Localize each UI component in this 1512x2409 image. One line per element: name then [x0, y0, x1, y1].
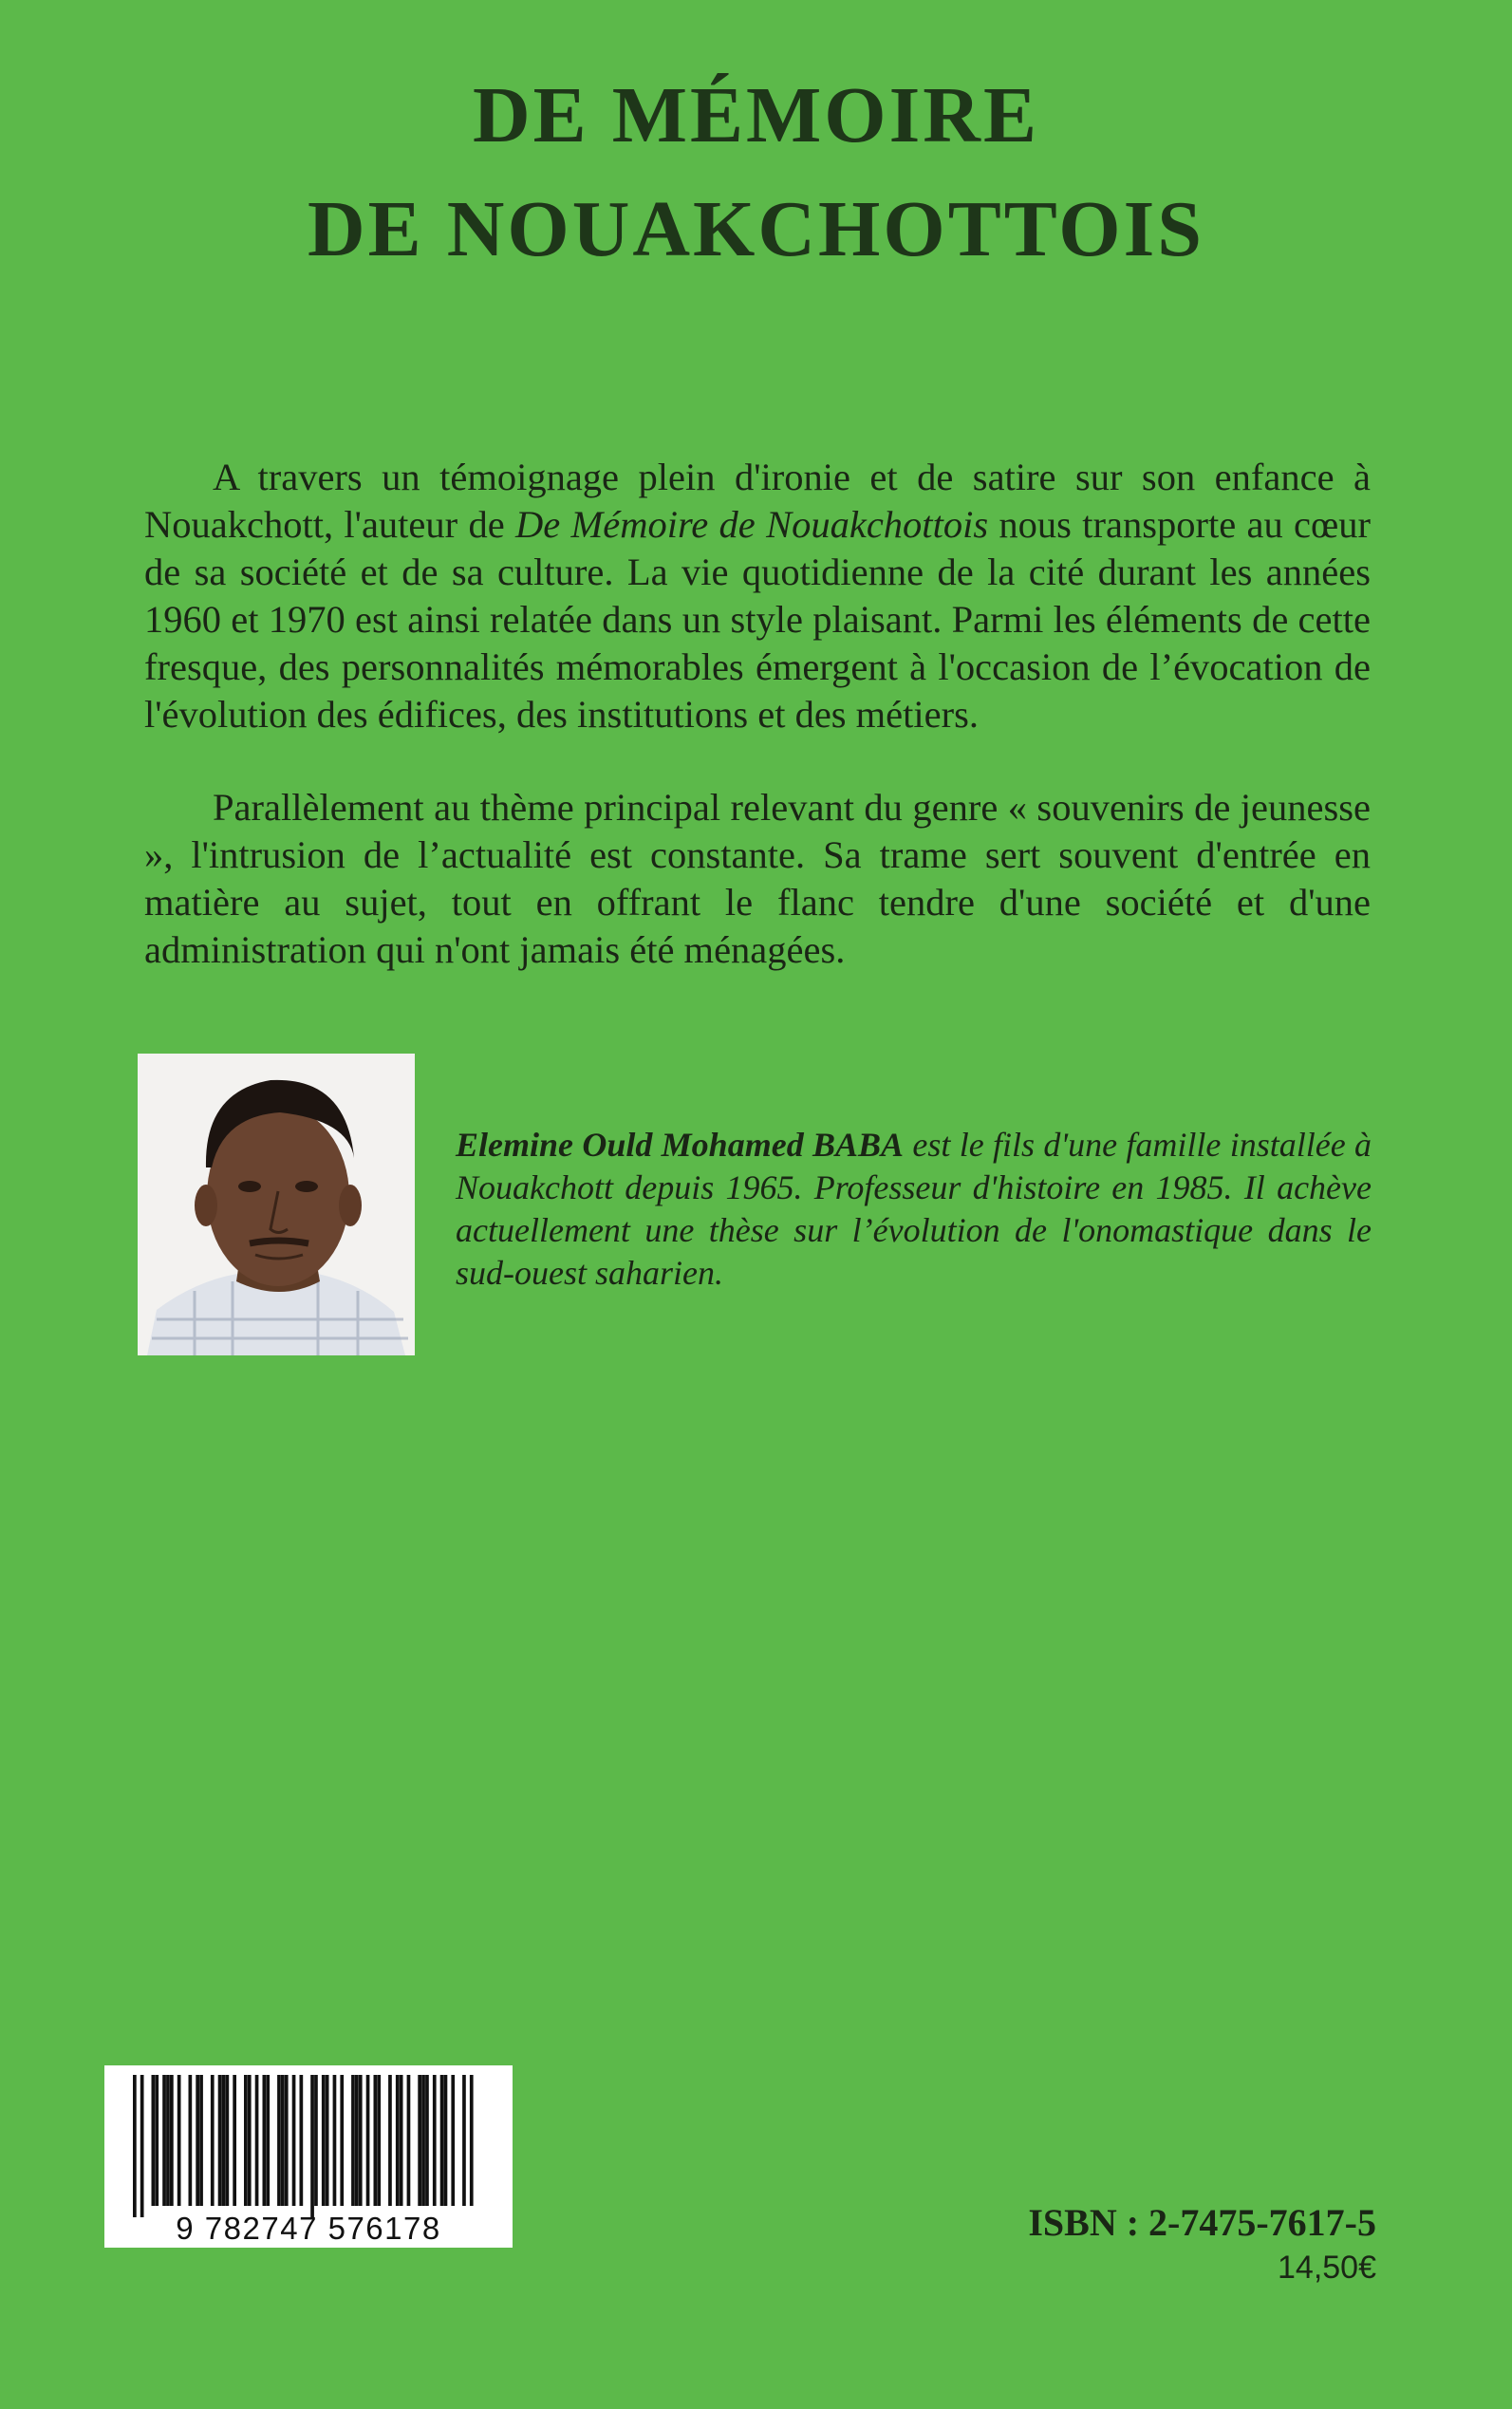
barcode-bar: [400, 2075, 403, 2206]
barcode-bar: [263, 2075, 267, 2206]
barcode: [104, 2065, 513, 2248]
barcode-bar: [244, 2075, 248, 2206]
isbn: ISBN : 2-7475-7617-5: [1028, 2201, 1376, 2244]
author-photo: [138, 1054, 415, 1355]
barcode-bar: [199, 2075, 203, 2206]
barcode-bar: [211, 2075, 215, 2206]
blurb-paragraph-1: [144, 454, 1371, 738]
barcode-bar: [451, 2075, 455, 2206]
barcode-bar: [355, 2075, 359, 2206]
blurb-text-1b: nous transporte au cœur de sa société et de sa culture. La vie quotidienne de la cité durant les années 1960 et 1970 est ainsi relatée dans un style plaisant. Parmi les éléments de cette fresque, des personnalités mémorables émergent à l'occasion de l’évocation de l'évolution des édifices, des institutions et des métiers.: [144, 503, 1372, 736]
barcode-bar: [152, 2075, 156, 2206]
barcode-bar: [277, 2075, 281, 2206]
barcode-bar: [177, 2075, 181, 2206]
barcode-bar: [292, 2075, 296, 2206]
blurb-text-2: Parallèlement au thème principal relevant du genre « souvenirs de jeunesse », l'intrusion de l’actualité est constante. Sa trame sert souvent d'entrée en matière au sujet, tout en offrant le flanc tendre d'une société et d'une administration qui n'ont jamais été ménagées.: [144, 786, 1371, 971]
barcode-bar: [359, 2075, 363, 2206]
barcode-bar: [133, 2075, 137, 2217]
barcode-bar: [351, 2075, 355, 2206]
barcode-bar: [326, 2075, 329, 2206]
barcode-bar: [255, 2075, 259, 2206]
barcode-bar: [366, 2075, 370, 2206]
barcode-bar: [155, 2075, 159, 2206]
barcode-bar: [140, 2075, 144, 2217]
price: 14,50€: [1278, 2250, 1376, 2286]
barcode-bar: [433, 2075, 437, 2206]
barcode-bar: [248, 2075, 252, 2206]
barcode-bar: [462, 2075, 466, 2206]
barcode-bar: [222, 2075, 226, 2206]
barcode-bar: [162, 2075, 166, 2206]
barcode-bar: [322, 2075, 326, 2206]
barcode-bar: [281, 2075, 285, 2206]
blurb-text-1a: A travers un témoignage plein d'ironie et de satire sur son enfance à Nouakchott, l'auteur de: [144, 456, 1371, 546]
barcode-bar: [407, 2075, 411, 2206]
barcode-bar: [421, 2075, 425, 2206]
barcode-bar: [189, 2075, 193, 2206]
barcode-bar: [470, 2075, 474, 2206]
barcode-bar: [425, 2075, 429, 2206]
barcode-bar: [226, 2075, 230, 2206]
barcode-bar: [196, 2075, 199, 2206]
book-title-inline: De Mémoire de Nouakchottois: [515, 503, 989, 546]
barcode-digits: 9 782747 576178: [176, 2211, 441, 2246]
barcode-bar: [377, 2075, 381, 2206]
barcode-bar: [444, 2075, 448, 2206]
title-line-2: DE NOUAKCHOTTOIS: [308, 185, 1204, 273]
barcode-bar: [310, 2075, 314, 2217]
barcode-bar: [170, 2075, 174, 2206]
barcode-bar: [440, 2075, 444, 2206]
title-line-1: DE MÉMOIRE: [473, 71, 1039, 159]
barcode-bar: [314, 2075, 318, 2206]
blurb-paragraph-2: [144, 784, 1371, 974]
barcode-bar: [333, 2075, 337, 2206]
author-bio: [456, 1124, 1372, 1295]
author-bio-text: est le fils d'une famille installée à Nouakchott depuis 1965. Professeur d'histoire en 1985. Il achève actuellement une thèse sur l’évolution de l'onomastique dans le sud-ouest saharien.: [456, 1126, 1372, 1292]
author-name: Elemine Ould Mohamed BABA: [456, 1126, 905, 1164]
barcode-bar: [166, 2075, 170, 2206]
barcode-bar: [233, 2075, 236, 2206]
barcode-bar: [418, 2075, 421, 2206]
barcode-bar: [396, 2075, 400, 2206]
barcode-bar: [300, 2075, 304, 2206]
barcode-bar: [388, 2075, 392, 2206]
barcode-bar: [374, 2075, 378, 2206]
barcode-bar: [285, 2075, 289, 2206]
barcode-bar: [340, 2075, 344, 2206]
barcode-bar: [218, 2075, 222, 2206]
barcode-bar: [266, 2075, 270, 2206]
